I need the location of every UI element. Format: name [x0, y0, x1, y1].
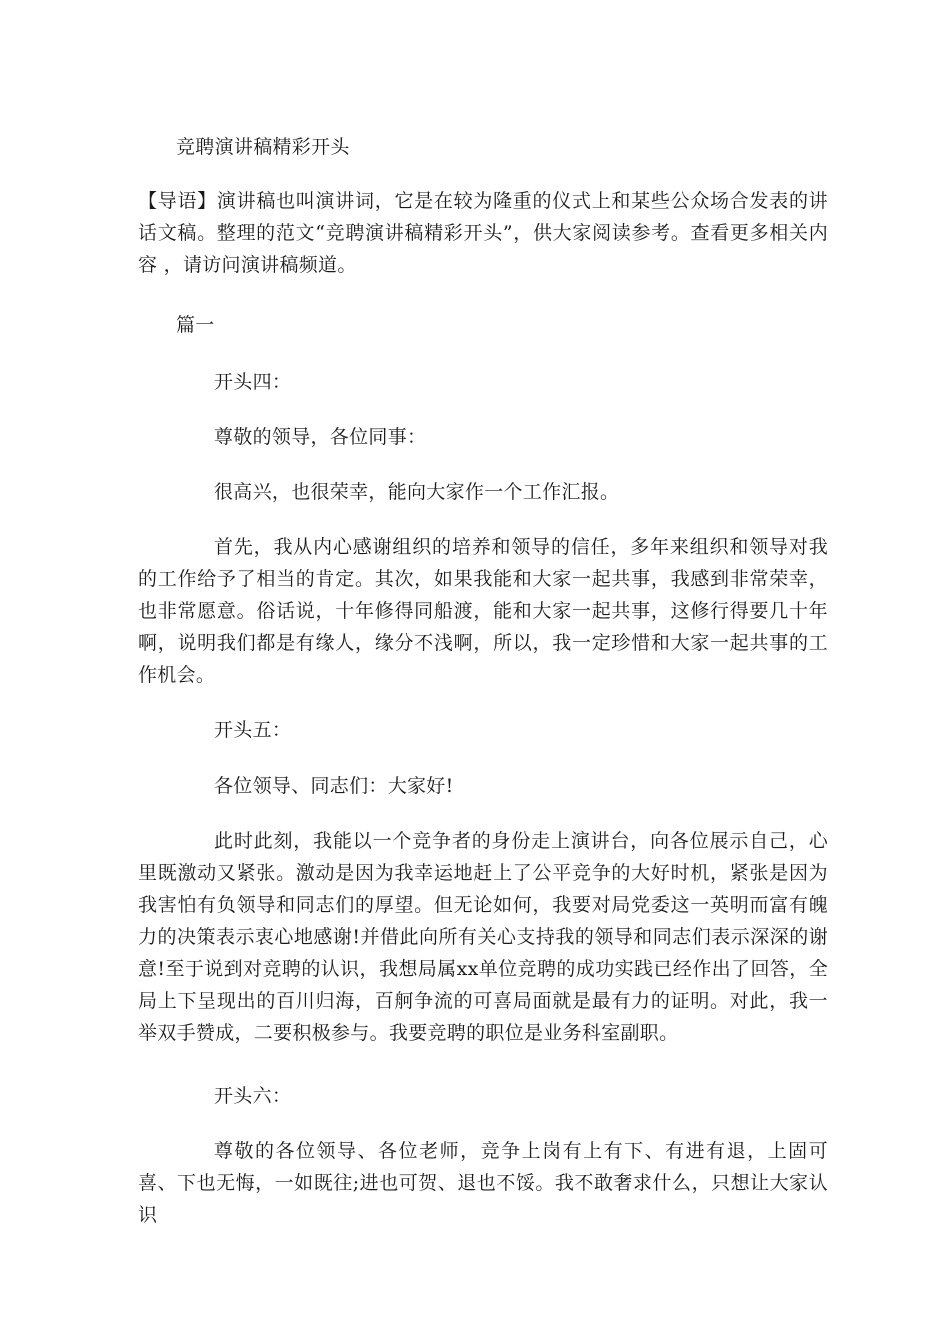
heading-opening-four: 开头四：	[214, 371, 292, 393]
greeting-opening-five: 各位领导、同志们：大家好!	[214, 775, 454, 797]
document-title: 竞聘演讲稿精彩开头	[176, 136, 350, 158]
heading-opening-six: 开头六：	[214, 1085, 292, 1107]
heading-opening-five: 开头五：	[214, 719, 292, 741]
paragraph-opening-five: 此时此刻，我能以一个竞争者的身份走上演讲台，向各位展示自己，心里既激动又紧张。激动是因为我幸运地赶上了公平竞争的大好时机，紧张是因为我害怕有负领导和同志们的厚望。但无论如何，我要对局党委这一英明而富有魄力的决策表示衷心地感谢!并借此向所有关心支持我的领导和同志们表示深深的谢意!至于说到对竞聘的认识，我想局属xx单位竞聘的成功实践已经作出了回答，全局上下呈现出的百川归海，百舸争流的可喜局面就是最有力的证明。对此，我一举双手赞成，二要积极参与。我要竞聘的职位是业务科室副职。	[138, 830, 828, 1044]
paragraph-opening-four: 首先，我从内心感谢组织的培养和领导的信任，多年来组织和领导对我的工作给予了相当的肯定。其次，如果我能和大家一起共事，我感到非常荣幸，也非常愿意。俗话说，十年修得同船渡，能和大家一起共事，这修行得要几十年啊，说明我们都是有缘人，缘分不浅啊，所以，我一定珍惜和大家一起共事的工作机会。	[138, 536, 828, 686]
paragraph-opening-six: 尊敬的各位领导、各位老师，竞争上岗有上有下、有进有退，上固可喜、下也无悔，一如既往;进也可贺、退也不馁。我不敢奢求什么，只想让大家认识	[138, 1140, 828, 1226]
section-label: 篇一	[176, 314, 215, 336]
intro-paragraph: 【导语】演讲稿也叫演讲词，它是在较为隆重的仪式上和某些公众场合发表的讲话文稿。整理的范文“竞聘演讲稿精彩开头”，供大家阅读参考。查看更多相关内容 ，请访问演讲稿频道。	[138, 190, 828, 276]
line-opening-four: 很高兴，也很荣幸，能向大家作一个工作汇报。	[214, 481, 620, 503]
greeting-opening-four: 尊敬的领导，各位同事：	[214, 426, 427, 448]
